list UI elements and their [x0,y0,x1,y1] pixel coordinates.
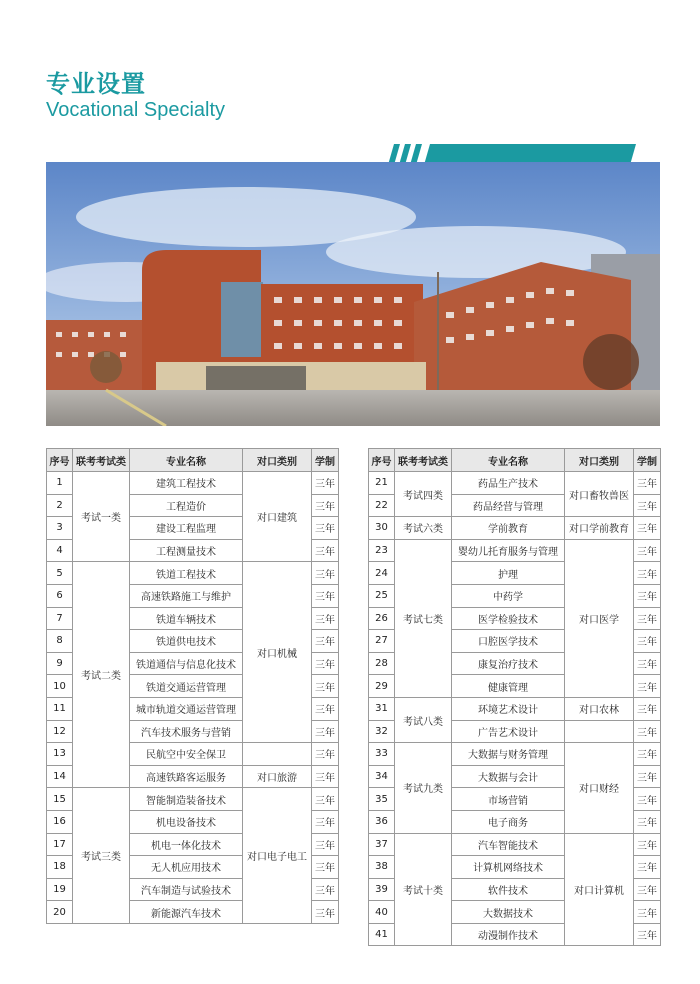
header-no: 序号 [47,449,73,472]
major-name: 口腔医学技术 [452,630,565,653]
header-duration: 学制 [634,449,661,472]
duration: 三年 [312,584,339,607]
duration: 三年 [634,472,661,495]
exam-category: 考试十类 [395,833,452,946]
duration: 三年 [312,810,339,833]
duration: 三年 [312,743,339,766]
row-no: 8 [47,630,73,653]
duration: 三年 [312,494,339,517]
row-no: 24 [369,562,395,585]
track-type: 对口畜牧兽医 [565,472,634,517]
duration: 三年 [634,517,661,540]
track-type: 对口电子电工 [243,788,312,924]
duration: 三年 [634,720,661,743]
row-no: 10 [47,675,73,698]
row-no: 22 [369,494,395,517]
header-category: 联考考试类 [395,449,452,472]
row-no: 14 [47,765,73,788]
duration: 三年 [634,697,661,720]
major-name: 环境艺术设计 [452,697,565,720]
major-name: 机电一体化技术 [130,833,243,856]
table-row [47,788,339,811]
duration: 三年 [634,675,661,698]
table-row [369,833,661,856]
major-name: 新能源汽车技术 [130,901,243,924]
header-major: 专业名称 [452,449,565,472]
track-type: 对口旅游 [243,765,312,788]
duration: 三年 [634,833,661,856]
row-no: 35 [369,788,395,811]
row-no: 31 [369,697,395,720]
major-name: 汽车制造与试验技术 [130,878,243,901]
header-track: 对口类别 [243,449,312,472]
major-name: 机电设备技术 [130,810,243,833]
duration: 三年 [634,856,661,879]
header-duration: 学制 [312,449,339,472]
track-type [565,720,634,743]
row-no: 6 [47,584,73,607]
campus-photo [46,162,660,426]
header-track: 对口类别 [565,449,634,472]
track-type: 对口建筑 [243,472,312,562]
duration: 三年 [634,562,661,585]
row-no: 28 [369,652,395,675]
duration: 三年 [634,810,661,833]
duration: 三年 [312,539,339,562]
row-no: 25 [369,584,395,607]
track-type: 对口农林 [565,697,634,720]
exam-category: 考试一类 [73,472,130,562]
row-no: 9 [47,652,73,675]
major-name: 学前教育 [452,517,565,540]
row-no: 29 [369,675,395,698]
major-name: 铁道供电技术 [130,630,243,653]
duration: 三年 [634,584,661,607]
exam-category: 考试二类 [73,562,130,788]
row-no: 17 [47,833,73,856]
major-name: 市场营销 [452,788,565,811]
row-no: 7 [47,607,73,630]
exam-category: 考试七类 [395,539,452,697]
duration: 三年 [634,923,661,946]
header-no: 序号 [369,449,395,472]
major-name: 民航空中安全保卫 [130,743,243,766]
table-row [369,697,661,720]
row-no: 5 [47,562,73,585]
major-name: 汽车智能技术 [452,833,565,856]
duration: 三年 [312,901,339,924]
row-no: 13 [47,743,73,766]
row-no: 26 [369,607,395,630]
track-type: 对口计算机 [565,833,634,946]
track-type [243,743,312,766]
exam-category: 考试九类 [395,743,452,833]
row-no: 23 [369,539,395,562]
duration: 三年 [634,788,661,811]
row-no: 33 [369,743,395,766]
specialty-table-left [46,448,339,924]
duration: 三年 [312,878,339,901]
table-row [369,472,661,495]
duration: 三年 [312,675,339,698]
major-name: 高速铁路施工与维护 [130,584,243,607]
duration: 三年 [634,765,661,788]
major-name: 电子商务 [452,810,565,833]
duration: 三年 [634,630,661,653]
major-name: 铁道通信与信息化技术 [130,652,243,675]
table-row [369,539,661,562]
major-name: 康复治疗技术 [452,652,565,675]
major-name: 婴幼儿托育服务与管理 [452,539,565,562]
row-no: 32 [369,720,395,743]
major-name: 健康管理 [452,675,565,698]
major-name: 铁道车辆技术 [130,607,243,630]
major-name: 城市轨道交通运营管理 [130,697,243,720]
major-name: 广告艺术设计 [452,720,565,743]
duration: 三年 [312,788,339,811]
major-name: 药品生产技术 [452,472,565,495]
duration: 三年 [312,833,339,856]
major-name: 大数据与财务管理 [452,743,565,766]
row-no: 2 [47,494,73,517]
duration: 三年 [312,652,339,675]
major-name: 计算机网络技术 [452,856,565,879]
row-no: 40 [369,901,395,924]
row-no: 12 [47,720,73,743]
page-subtitle: Vocational Specialty [46,99,226,121]
row-no: 34 [369,765,395,788]
exam-category: 考试三类 [73,788,130,924]
track-type: 对口医学 [565,539,634,697]
table-row [47,562,339,585]
track-type: 对口机械 [243,562,312,743]
table-row [47,472,339,495]
duration: 三年 [634,539,661,562]
row-no: 27 [369,630,395,653]
major-name: 中药学 [452,584,565,607]
duration: 三年 [634,607,661,630]
track-type: 对口学前教育 [565,517,634,540]
duration: 三年 [312,562,339,585]
duration: 三年 [634,901,661,924]
row-no: 1 [47,472,73,495]
duration: 三年 [312,697,339,720]
duration: 三年 [312,630,339,653]
row-no: 37 [369,833,395,856]
row-no: 39 [369,878,395,901]
major-name: 智能制造装备技术 [130,788,243,811]
row-no: 21 [369,472,395,495]
major-name: 无人机应用技术 [130,856,243,879]
row-no: 3 [47,517,73,540]
header-category: 联考考试类 [73,449,130,472]
exam-category: 考试六类 [395,517,452,540]
major-name: 建设工程监理 [130,517,243,540]
duration: 三年 [312,607,339,630]
row-no: 41 [369,923,395,946]
row-no: 4 [47,539,73,562]
major-name: 建筑工程技术 [130,472,243,495]
row-no: 38 [369,856,395,879]
major-name: 医学检验技术 [452,607,565,630]
duration: 三年 [312,720,339,743]
major-name: 大数据与会计 [452,765,565,788]
duration: 三年 [312,856,339,879]
duration: 三年 [634,743,661,766]
duration: 三年 [634,652,661,675]
major-name: 工程测量技术 [130,539,243,562]
track-type: 对口财经 [565,743,634,833]
exam-category: 考试四类 [395,472,452,517]
specialty-table-right [368,448,661,946]
major-name: 铁道工程技术 [130,562,243,585]
row-no: 16 [47,810,73,833]
page-title: 专业设置 [46,70,146,98]
duration: 三年 [312,517,339,540]
row-no: 36 [369,810,395,833]
major-name: 汽车技术服务与营销 [130,720,243,743]
duration: 三年 [312,765,339,788]
exam-category: 考试八类 [395,697,452,742]
duration: 三年 [634,878,661,901]
duration: 三年 [634,494,661,517]
major-name: 大数据技术 [452,901,565,924]
row-no: 20 [47,901,73,924]
row-no: 15 [47,788,73,811]
major-name: 软件技术 [452,878,565,901]
major-name: 动漫制作技术 [452,923,565,946]
table-row [369,743,661,766]
major-name: 高速铁路客运服务 [130,765,243,788]
major-name: 铁道交通运营管理 [130,675,243,698]
header-major: 专业名称 [130,449,243,472]
row-no: 11 [47,697,73,720]
major-name: 工程造价 [130,494,243,517]
row-no: 30 [369,517,395,540]
major-name: 护理 [452,562,565,585]
duration: 三年 [312,472,339,495]
major-name: 药品经营与管理 [452,494,565,517]
row-no: 18 [47,856,73,879]
table-row [369,517,661,540]
row-no: 19 [47,878,73,901]
